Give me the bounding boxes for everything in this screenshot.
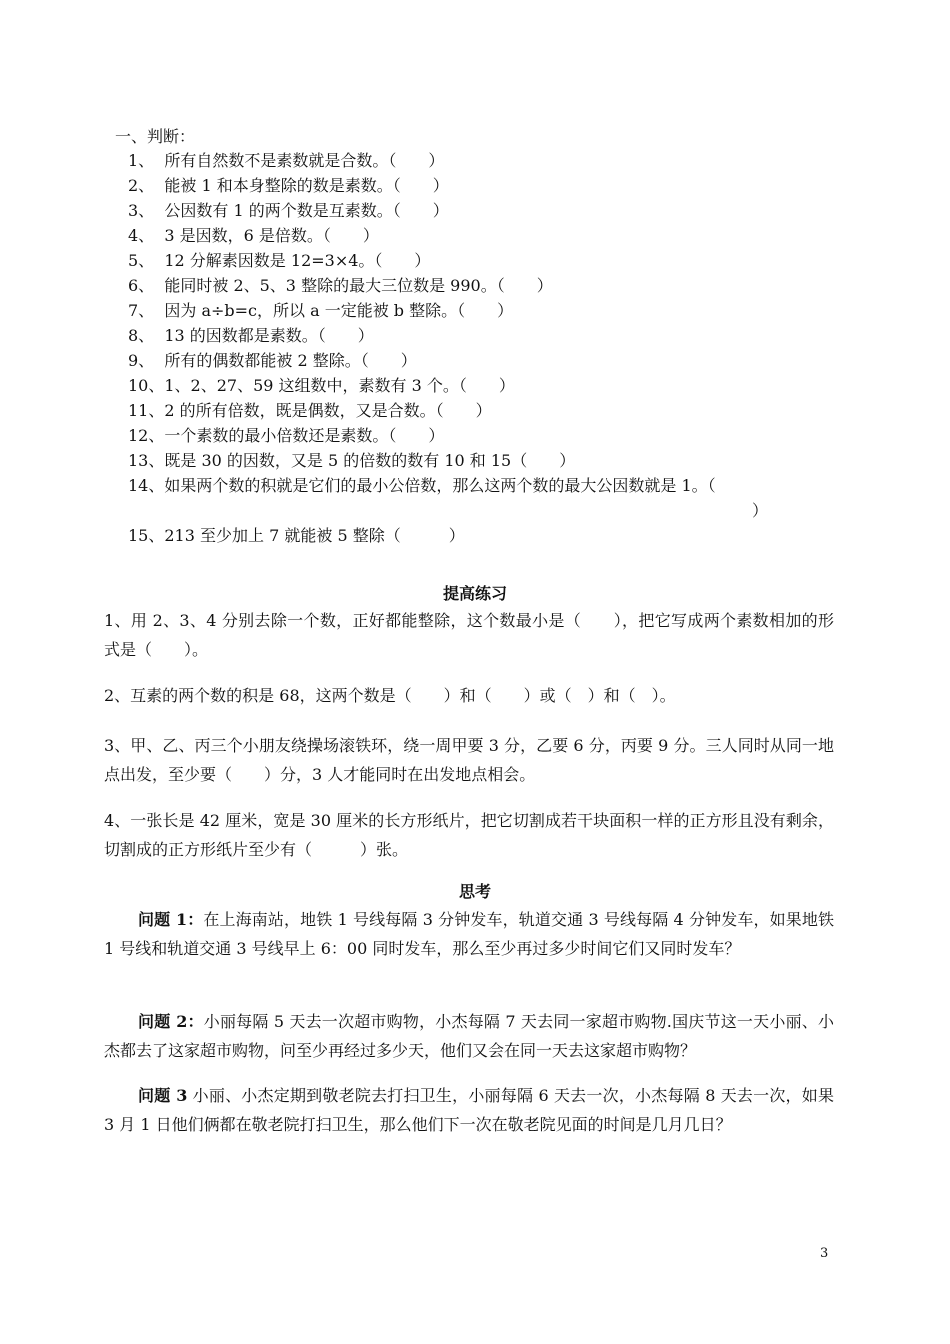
item-number: 7、 [128,301,155,320]
item-text: 一个素数的最小倍数还是素数。（ ） [164,426,445,445]
item-number: 13、 [128,451,165,470]
thinking-question [104,1081,834,1139]
item-text: 3 是因数，6 是倍数。（ ） [164,226,379,245]
item-text: 如果两个数的积就是它们的最小公倍数，那么这两个数的最大公因数就是 1。（ [164,476,716,495]
judgment-item [128,273,768,298]
judgment-item [128,473,768,523]
item-number: 8、 [128,326,155,345]
item-number: 9、 [128,351,155,370]
item-number: 4、 [128,226,155,245]
judgment-item [128,148,768,173]
judgment-item [128,248,768,273]
judgment-section-title: 一、判断： [115,127,196,146]
item-text: 13 的因数都是素数。（ ） [164,326,374,345]
item-text: 12 分解素因数是 12=3×4。（ ） [164,251,431,270]
judgment-item [128,373,768,398]
item-text: 因为 a÷b=c，所以 a 一定能被 b 整除。（ ） [164,301,514,320]
item-text-continuation: ） [751,501,768,520]
item-text: 213 至少加上 7 就能被 5 整除（ ） [164,526,465,545]
thinking-section-title: 思考 [458,882,491,901]
practice-question: 3、甲、乙、丙三个小朋友绕操场滚铁环，绕一周甲要 3 分，乙要 6 分，丙要 9 分。三人同时从同一地点出发，至少要（ ）分，3 人才能同时在出发地点相会。 [104,736,834,784]
judgment-item [128,198,768,223]
question-label: 问题 1： [138,910,204,929]
question-text: 在上海南站，地铁 1 号线每隔 3 分钟发车，轨道交通 3 号线每隔 4 分钟发车，如果地铁 1 号线和轨道交通 3 号线早上 6：00 同时发车，那么至少再过多少时间它们又同时发车？ [104,910,834,958]
practice-section-title: 提高练习 [442,584,507,603]
item-text: 公因数有 1 的两个数是互素数。（ ） [164,201,449,220]
judgment-list [128,148,768,548]
item-number: 14、 [128,476,165,495]
question-label: 问题 2： [138,1012,204,1031]
page-number: 3 [820,1246,829,1261]
judgment-item [128,223,768,248]
item-text: 能同时被 2、5、3 整除的最大三位数是 990。（ ） [164,276,553,295]
item-text: 2 的所有倍数，既是偶数，又是合数。（ ） [164,401,492,420]
item-text: 所有自然数不是素数就是合数。（ ） [164,151,445,170]
judgment-item [128,348,768,373]
judgment-item [128,323,768,348]
item-number: 3、 [128,201,155,220]
item-number: 11、 [128,401,165,420]
item-number: 5、 [128,251,155,270]
item-number: 2、 [128,176,155,195]
item-text: 能被 1 和本身整除的数是素数。（ ） [164,176,449,195]
judgment-item [128,298,768,323]
item-number: 15、 [128,526,165,545]
item-number: 10、 [128,376,165,395]
practice-question: 4、一张长是 42 厘米，宽是 30 厘米的长方形纸片，把它切割成若干块面积一样的正方形且没有剩余，切割成的正方形纸片至少有（ ）张。 [104,811,834,859]
item-number: 6、 [128,276,155,295]
question-text: 小丽、小杰定期到敬老院去打扫卫生，小丽每隔 6 天去一次，小杰每隔 8 天去一次，如果 3 月 1 日他们俩都在敬老院打扫卫生，那么他们下一次在敬老院见面的时间是几月几日？ [104,1086,834,1134]
judgment-item [128,398,768,423]
item-text: 既是 30 的因数，又是 5 的倍数的数有 10 和 15（ ） [164,451,576,470]
judgment-item [128,448,768,473]
item-text: 1、2、27、59 这组数中，素数有 3 个。（ ） [164,376,515,395]
judgment-item [128,523,768,548]
practice-question: 1、用 2、3、4 分别去除一个数，正好都能整除，这个数最小是（ ），把它写成两个素数相加的形式是（ ）。 [104,611,834,659]
judgment-item [128,173,768,198]
item-number: 1、 [128,151,155,170]
practice-question: 2、互素的两个数的积是 68，这两个数是（ ）和（ ）或（ ）和（ ）。 [104,686,676,705]
question-label: 问题 3 [138,1086,188,1105]
question-text: 小丽每隔 5 天去一次超市购物，小杰每隔 7 天去同一家超市购物.国庆节这一天小丽、小杰都去了这家超市购物，问至少再经过多少天，他们又会在同一天去这家超市购物？ [104,1012,834,1060]
thinking-question [104,1007,834,1065]
thinking-question [104,905,834,963]
item-number: 12、 [128,426,165,445]
item-text: 所有的偶数都能被 2 整除。（ ） [164,351,417,370]
judgment-item [128,423,768,448]
